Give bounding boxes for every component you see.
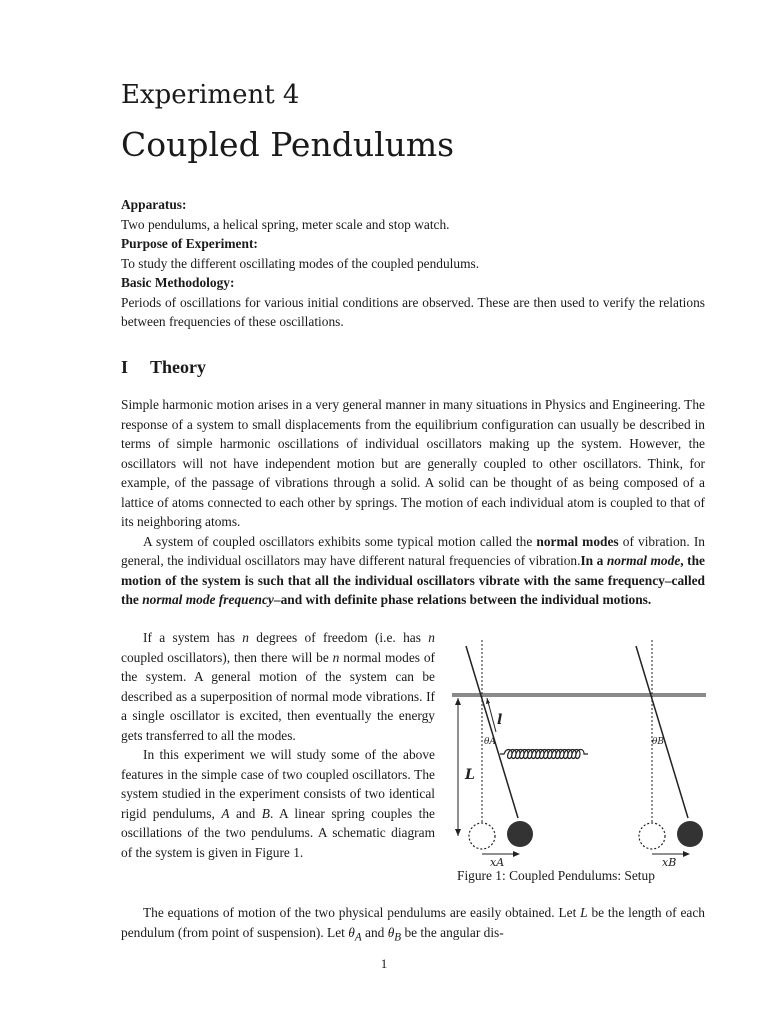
method-label: Basic Methodology: (121, 275, 235, 290)
section-title: Theory (150, 357, 206, 377)
figure-coupled-pendulums (448, 632, 708, 894)
support-bar (452, 693, 706, 697)
L-arrow-top-head (455, 698, 461, 705)
intro-block (121, 195, 705, 332)
label-xb: xB (662, 856, 677, 869)
bob-b (677, 821, 703, 847)
paragraph-2: A system of coupled oscillators exhibits some typical motion called the normal modes of vibration. In general, the individual oscillators may have different natural frequencies of vibration.In a normal mode, the motion of the system is such that all the individual oscillators vibrate with the same frequency–called the normal mode frequency–and with definite phase relations between the individual motions. (121, 533, 705, 607)
theory-body-bottom (121, 903, 705, 948)
pendulum-diagram (448, 632, 708, 894)
method-text: Periods of oscillations for various initial conditions are observed. These are then used to verify the relations between frequencies of these oscillations. (121, 294, 705, 329)
theory-body (121, 395, 705, 610)
experiment-number: Experiment 4 (121, 80, 300, 110)
label-xa: xA (490, 856, 505, 869)
label-theta-a: θA (484, 737, 496, 747)
bob-a-equilibrium (469, 823, 495, 849)
pendulum-rod-b (636, 646, 688, 818)
purpose-label: Purpose of Experiment: (121, 236, 258, 251)
label-L: L (465, 767, 475, 783)
paragraph-1: Simple harmonic motion arises in a very general manner in many situations in Physics and Engineering. The response of a system to small displacements from the equilibrium configuration can usually be described in terms of simple harmonic oscillations of individual oscillators making up the system. However, the oscillators will not have independent motion but are generally coupled to other oscillators. Think, for example, of the passage of vibrations through a solid. A solid can be thought of as being composed of a lattice of atoms connected to each other by springs. The motion of each individual atom is coupled to that of its neighboring atoms. (121, 397, 705, 529)
paragraph-4: In this experiment we will study some of the above features in the simple case of two coupled oscillators. The system studied in the experiment consists of two identical rigid pendulums, A and B. A linear spring couples the oscillations of the two pendulums. A schematic diagram of the system is given in Figure 1. (121, 747, 435, 860)
page-title: Coupled Pendulums (121, 125, 455, 164)
section-heading (121, 357, 206, 378)
label-theta-b: θB (652, 737, 665, 747)
bob-b-equilibrium (639, 823, 665, 849)
apparatus-label: Apparatus: (121, 197, 187, 212)
purpose-text: To study the different oscillating modes of the coupled pendulums. (121, 255, 480, 271)
page-number: 1 (380, 956, 388, 971)
apparatus-text: Two pendulums, a helical spring, meter scale and stop watch. (121, 216, 450, 232)
helical-spring (500, 750, 588, 759)
xA-arrow-head (513, 851, 520, 857)
l-arrow-head (486, 698, 490, 704)
figure-caption: Figure 1: Coupled Pendulums: Setup (457, 868, 655, 883)
paragraph-5: The equations of motion of the two physical pendulums are easily obtained. Let L be the length of each pendulum (from point of suspension). Let $\theta_A$ and $\theta_B$ be the angular dis- (121, 905, 705, 944)
pendulum-rod-a (466, 646, 518, 818)
bob-a (507, 821, 533, 847)
L-arrow-bottom-head (455, 829, 461, 836)
theory-body-narrow (121, 628, 435, 862)
xB-arrow-head (683, 851, 690, 857)
section-number: I (121, 357, 129, 377)
label-l: l (497, 712, 503, 728)
paragraph-3: If a system has n degrees of freedom (i.e. has n coupled oscillators), then there will be n normal modes of the system. A general motion of the system can be described as a superposition of normal mode vibrations. If a single oscillator is excited, then eventually the energy gets transferred to all the modes. (121, 630, 435, 743)
